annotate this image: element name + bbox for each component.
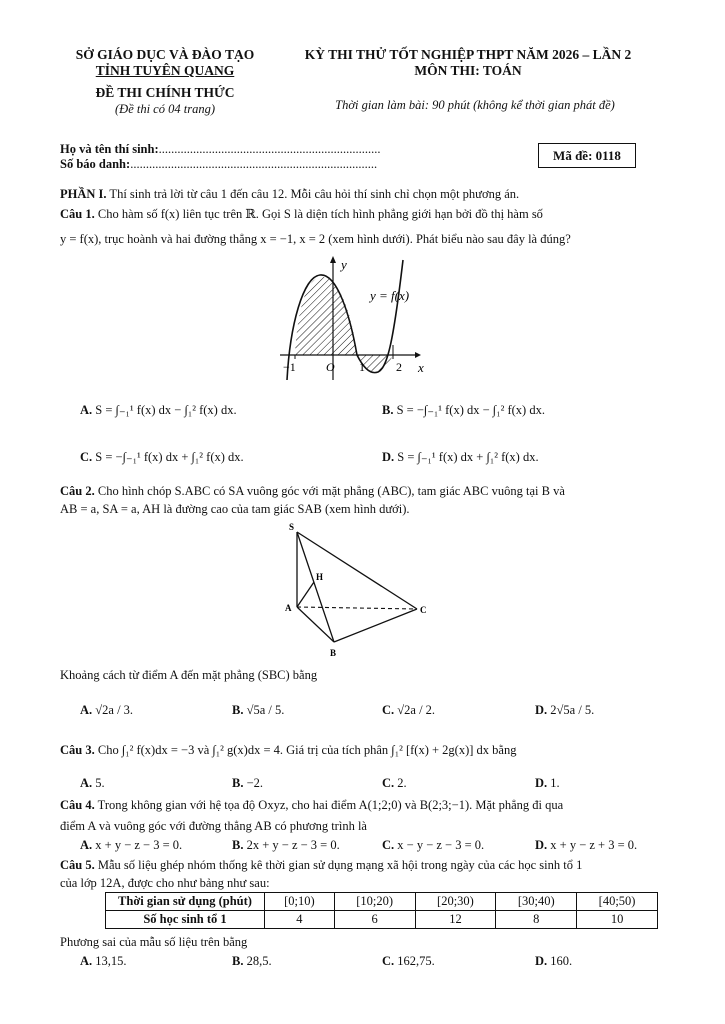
table-cell: 12 xyxy=(415,911,496,929)
candidate-id-field[interactable]: ............................................................................... xyxy=(130,157,378,171)
q1-option-b-label: B. xyxy=(382,403,394,417)
q5-option-a-text: 13,15. xyxy=(95,954,127,968)
q1-tick-minus1: −1 xyxy=(283,360,296,374)
candidate-id-label: Số báo danh: xyxy=(60,157,131,171)
q1-function-graph xyxy=(275,255,435,385)
q1-tick-1: 1 xyxy=(359,360,365,374)
q1-option-c-text: S = −∫₋₁¹ f(x) dx + ∫₁² f(x) dx. xyxy=(95,450,244,464)
q2-text-1: Cho hình chóp S.ABC có SA vuông góc với mặt phẳng (ABC), tam giác ABC vuông tại B và xyxy=(94,484,565,498)
q1-option-d-label: D. xyxy=(382,450,395,464)
table-cell: [0;10) xyxy=(265,893,335,911)
q5-option-b-label: B. xyxy=(232,954,244,968)
q3-option-c-text: 2. xyxy=(397,776,407,790)
q5-option-d-label: D. xyxy=(535,954,548,968)
q2-label: Câu 2. xyxy=(60,484,95,498)
q2-option-a-label: A. xyxy=(80,703,93,717)
q2-option-c-label: C. xyxy=(382,703,395,717)
q3-option-d[interactable] xyxy=(535,776,560,791)
q5-option-b[interactable] xyxy=(232,954,272,969)
q3-option-b[interactable] xyxy=(232,776,263,791)
q2-vertex-b: B xyxy=(330,648,337,658)
q2-option-d[interactable] xyxy=(535,703,594,718)
q4-option-b[interactable] xyxy=(232,838,340,853)
q3-option-b-label: B. xyxy=(232,776,244,790)
table-cell: [20;30) xyxy=(415,893,496,911)
q2-option-b-label: B. xyxy=(232,703,244,717)
q5-option-d[interactable] xyxy=(535,954,572,969)
q3-line xyxy=(60,742,516,758)
part1-title: PHẦN I. xyxy=(60,187,107,201)
q5-label: Câu 5. xyxy=(60,858,95,872)
q4-label: Câu 4. xyxy=(60,798,95,812)
q2-question: Khoảng cách từ điểm A đến mặt phẳng (SBC) bằng xyxy=(60,668,318,682)
q5-line1 xyxy=(60,857,582,873)
q2-option-b[interactable] xyxy=(232,703,284,718)
q4-text-1: Trong không gian với hệ tọa độ Oxyz, cho hai điểm A(1;2;0) và B(2;3;−1). Mặt phẳng đi qua xyxy=(94,798,564,812)
q2-line2: AB = a, SA = a, AH là đường cao của tam giác SAB (xem hình dưới). xyxy=(60,502,410,516)
q4-option-d[interactable] xyxy=(535,838,637,853)
table-head-time: Thời gian sử dụng (phút) xyxy=(106,893,265,911)
q2-option-c[interactable] xyxy=(382,703,435,718)
candidate-id-row xyxy=(60,156,377,172)
q3-option-a-label: A. xyxy=(80,776,93,790)
q5-frequency-table xyxy=(105,892,658,929)
q4-option-d-text: x + y − z + 3 = 0. xyxy=(550,838,638,852)
table-head-count: Số học sinh tổ 1 xyxy=(106,911,265,929)
table-cell: [40;50) xyxy=(577,893,658,911)
q5-option-c[interactable] xyxy=(382,954,435,969)
q4-option-d-label: D. xyxy=(535,838,548,852)
q2-line1 xyxy=(60,483,565,499)
official-exam-label: ĐỀ THI CHÍNH THỨC xyxy=(95,85,235,100)
q5-option-a[interactable] xyxy=(80,954,127,969)
table-cell: 10 xyxy=(577,911,658,929)
q1-line1 xyxy=(60,206,543,222)
q2-option-c-text: √2a / 2. xyxy=(397,703,436,717)
q2-vertex-a: A xyxy=(285,603,292,613)
exam-code-box: Mã đề: 0118 xyxy=(538,143,636,168)
table-cell: [30;40) xyxy=(496,893,577,911)
q2-option-a[interactable] xyxy=(80,703,133,718)
q1-option-d-text: S = ∫₋₁¹ f(x) dx + ∫₁² f(x) dx. xyxy=(397,450,539,464)
q3-option-c[interactable] xyxy=(382,776,407,791)
exam-title: KỲ THI THỬ TỐT NGHIỆP THPT NĂM 2026 – LẦN 2 xyxy=(304,47,632,62)
q5-option-a-label: A. xyxy=(80,954,93,968)
q2-vertex-s: S xyxy=(289,522,295,532)
q1-option-a-label: A. xyxy=(80,403,93,417)
q3-label: Câu 3. xyxy=(60,743,95,757)
q4-option-a[interactable] xyxy=(80,838,182,853)
q4-option-c[interactable] xyxy=(382,838,484,853)
q2-option-b-text: √5a / 5. xyxy=(246,703,285,717)
q1-y-axis-label: y xyxy=(341,257,347,272)
q4-line2: điểm A và vuông góc với đường thẳng AB có phương trình là xyxy=(60,819,367,833)
q4-option-c-label: C. xyxy=(382,838,395,852)
q5-option-c-label: C. xyxy=(382,954,395,968)
q3-option-d-text: 1. xyxy=(550,776,560,790)
q1-option-c[interactable] xyxy=(80,449,244,465)
q1-tick-2: 2 xyxy=(396,360,402,374)
q3-option-a-text: 5. xyxy=(95,776,105,790)
q5-line2: của lớp 12A, được cho như bảng như sau: xyxy=(60,876,270,890)
q2-vertex-h: H xyxy=(316,572,324,582)
q1-option-a[interactable] xyxy=(80,402,237,418)
candidate-name-field[interactable]: ....................................................................... xyxy=(158,142,381,156)
table-cell: 6 xyxy=(334,911,415,929)
q4-option-b-label: B. xyxy=(232,838,244,852)
candidate-name-row xyxy=(60,141,381,157)
q1-origin-label: O xyxy=(326,360,335,374)
q5-option-c-text: 162,75. xyxy=(397,954,435,968)
q1-label: Câu 1. xyxy=(60,207,95,221)
table-cell: 8 xyxy=(496,911,577,929)
exam-duration: Thời gian làm bài: 90 phút (không kể thời gian phát đề) xyxy=(335,98,615,112)
q2-vertex-c: C xyxy=(420,605,427,615)
table-cell: 4 xyxy=(265,911,335,929)
department-name: SỞ GIÁO DỤC VÀ ĐÀO TẠO xyxy=(75,47,255,62)
page-count: (Đề thi có 04 trang) xyxy=(115,102,215,116)
subject-title: MÔN THI: TOÁN xyxy=(414,63,522,78)
q1-function-label: y = f(x) xyxy=(370,288,410,303)
q3-option-a[interactable] xyxy=(80,776,105,791)
q4-line1 xyxy=(60,797,563,813)
table-row xyxy=(106,911,658,929)
q1-option-d[interactable] xyxy=(382,449,539,465)
header-right xyxy=(278,47,658,79)
q4-option-b-text: 2x + y − z − 3 = 0. xyxy=(246,838,340,852)
q2-pyramid-figure xyxy=(282,520,442,660)
q5-question: Phương sai của mẫu số liệu trên bằng xyxy=(60,935,248,949)
q3-option-d-label: D. xyxy=(535,776,548,790)
q5-option-b-text: 28,5. xyxy=(246,954,272,968)
q2-option-d-text: 2√5a / 5. xyxy=(550,703,595,717)
q1-line2: y = f(x), trục hoành và hai đường thẳng x = −1, x = 2 (xem hình dưới). Phát biểu nào sau đây là đúng? xyxy=(60,232,571,246)
q1-option-b[interactable] xyxy=(382,402,545,418)
q2-option-a-text: √2a / 3. xyxy=(95,703,134,717)
q4-option-a-label: A. xyxy=(80,838,93,852)
q1-option-b-text: S = −∫₋₁¹ f(x) dx − ∫₁² f(x) dx. xyxy=(396,403,545,417)
q3-option-b-text: −2. xyxy=(246,776,264,790)
q5-option-d-text: 160. xyxy=(550,954,573,968)
q2-option-d-label: D. xyxy=(535,703,548,717)
q4-option-a-text: x + y − z − 3 = 0. xyxy=(95,838,183,852)
q3-text: Cho ∫₁² f(x)dx = −3 và ∫₁² g(x)dx = 4. Giá trị của tích phân ∫₁² [f(x) + 2g(x)] dx bằng xyxy=(94,743,517,757)
table-cell: [10;20) xyxy=(334,893,415,911)
q5-text-1: Mẫu số liệu ghép nhóm thống kê thời gian sử dụng mạng xã hội trong ngày của các học sinh tổ 1 xyxy=(94,858,583,872)
part1-description: Thí sinh trả lời từ câu 1 đến câu 12. Mỗi câu hỏi thí sinh chỉ chọn một phương án. xyxy=(106,187,520,201)
table-row xyxy=(106,893,658,911)
q1-option-c-label: C. xyxy=(80,450,93,464)
part1-heading xyxy=(60,186,519,202)
q4-option-c-text: x − y − z − 3 = 0. xyxy=(397,838,485,852)
q1-x-axis-label: x xyxy=(418,360,424,375)
q1-text-1: Cho hàm số f(x) liên tục trên ℝ. Gọi S là diện tích hình phẳng giới hạn bởi đồ thị hàm số xyxy=(94,207,543,221)
province-name: TỈNH TUYÊN QUANG xyxy=(95,63,235,78)
candidate-name-label: Họ và tên thí sinh: xyxy=(60,142,159,156)
header-left xyxy=(60,47,270,117)
q1-option-a-text: S = ∫₋₁¹ f(x) dx − ∫₁² f(x) dx. xyxy=(95,403,237,417)
q3-option-c-label: C. xyxy=(382,776,395,790)
